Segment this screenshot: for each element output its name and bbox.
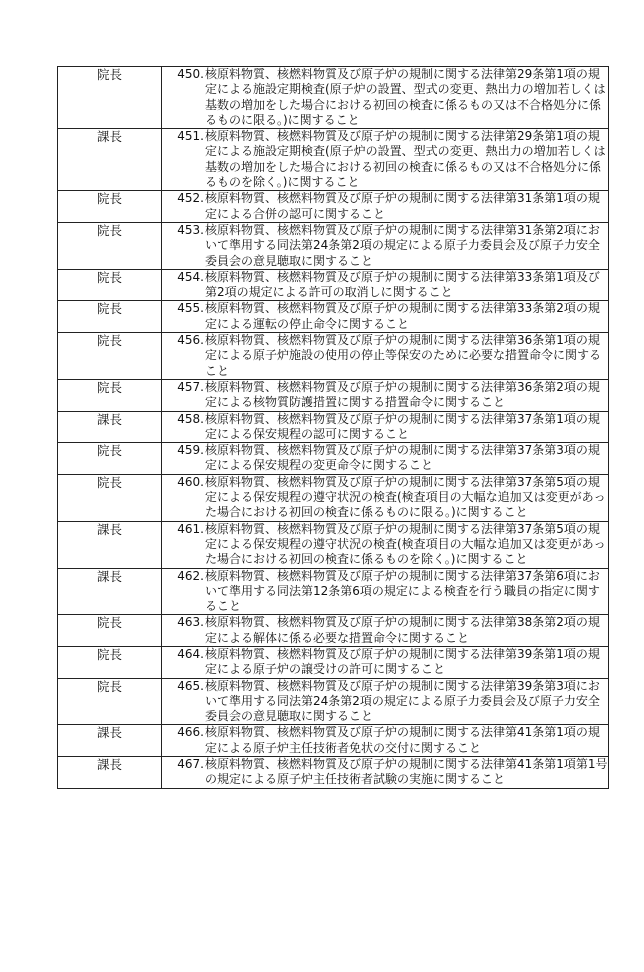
approver-cell: 院長 <box>58 191 162 223</box>
item-number: 452. <box>177 191 204 206</box>
table-row <box>58 725 609 757</box>
table-row <box>58 411 609 443</box>
approver-cell: 院長 <box>58 443 162 475</box>
item-cell <box>162 757 609 789</box>
item-text: 核原料物質、核燃料物質及び原子炉の規制に関する法律第37条第5項の規定による保安規程の遵守状況の検査(検査項目の大幅な追加又は変更があった場合における初回の検査に係るものを除く。)に関すること <box>205 521 606 567</box>
approver-cell: 課長 <box>58 725 162 757</box>
item-number: 450. <box>177 67 204 81</box>
item-cell <box>162 474 609 521</box>
approver-cell: 課長 <box>58 757 162 789</box>
approver-cell: 院長 <box>58 379 162 411</box>
item-text: 核原料物質、核燃料物質及び原子炉の規制に関する法律第38条第2項の規定による解体に係る必要な措置命令に関すること <box>205 615 600 645</box>
item-cell <box>162 411 609 443</box>
item-number: 460. <box>177 474 204 489</box>
item-text: 核原料物質、核燃料物質及び原子炉の規制に関する法律第36条第2項の規定による核物質防護措置に関する措置命令に関すること <box>205 379 600 410</box>
item-text: 核原料物質、核燃料物質及び原子炉の規制に関する法律第31条第1項の規定による合併の認可に関すること <box>205 191 600 221</box>
item-number: 454. <box>177 269 204 284</box>
item-text: 核原料物質、核燃料物質及び原子炉の規制に関する法律第31条第2項において準用する同法第24条第2項の規定による原子力委員会及び原子力安全委員会の意見聴取に関すること <box>205 222 600 268</box>
table-row <box>58 129 609 191</box>
table-row <box>58 678 609 725</box>
item-cell <box>162 269 609 301</box>
item-cell <box>162 191 609 223</box>
table-row <box>58 474 609 521</box>
item-cell <box>162 646 609 678</box>
table-row <box>58 757 609 789</box>
approver-cell: 院長 <box>58 301 162 333</box>
item-number: 459. <box>177 443 204 458</box>
item-cell <box>162 678 609 725</box>
item-text: 核原料物質、核燃料物質及び原子炉の規制に関する法律第37条第6項において準用する同法第12条第6項の規定による検査を行う職員の指定に関すること <box>205 568 600 614</box>
item-number: 465. <box>177 678 204 693</box>
item-number: 455. <box>177 301 204 316</box>
item-text: 核原料物質、核燃料物質及び原子炉の規制に関する法律第33条第2項の規定による運転の停止命令に関すること <box>205 301 600 331</box>
item-text: 核原料物質、核燃料物質及び原子炉の規制に関する法律第41条第1項第1号の規定による原子炉主任技術者試験の実施に関すること <box>205 757 608 787</box>
item-cell <box>162 379 609 411</box>
item-cell <box>162 222 609 269</box>
item-number: 462. <box>177 568 204 583</box>
table-row <box>58 301 609 333</box>
item-number: 456. <box>177 333 204 348</box>
item-text: 核原料物質、核燃料物質及び原子炉の規制に関する法律第36条第1項の規定による原子炉施設の使用の停止等保安のために必要な措置命令に関すること <box>205 333 602 378</box>
item-text: 核原料物質、核燃料物質及び原子炉の規制に関する法律第41条第1項の規定による原子炉主任技術者免状の交付に関すること <box>205 725 600 755</box>
approver-cell: 課長 <box>58 568 162 615</box>
table-row <box>58 443 609 475</box>
item-number: 461. <box>177 521 204 536</box>
approver-cell: 課長 <box>58 411 162 443</box>
table-row <box>58 521 609 568</box>
item-text: 核原料物質、核燃料物質及び原子炉の規制に関する法律第37条第1項の規定による保安規程の認可に関すること <box>205 411 600 441</box>
table-row <box>58 646 609 678</box>
item-cell <box>162 129 609 191</box>
approver-cell: 院長 <box>58 615 162 647</box>
approver-cell: 院長 <box>58 269 162 301</box>
item-text: 核原料物質、核燃料物質及び原子炉の規制に関する法律第39条第1項の規定による原子炉の譲受けの許可に関すること <box>205 646 600 677</box>
item-number: 464. <box>177 646 204 661</box>
table-row <box>58 333 609 380</box>
authority-table <box>57 66 609 789</box>
item-text: 核原料物質、核燃料物質及び原子炉の規制に関する法律第39条第3項において準用する同法第24条第2項の規定による原子力委員会及び原子力安全委員会の意見聴取に関すること <box>205 678 600 724</box>
approver-cell: 院長 <box>58 67 162 129</box>
table-row <box>58 568 609 615</box>
item-text: 核原料物質、核燃料物質及び原子炉の規制に関する法律第29条第1項の規定による施設定期検査(原子炉の設置、型式の変更、熱出力の増加若しくは基数の増加をした場合における初回の検査に係るもの又は不合格処分に係るものを除く。)に関すること <box>205 129 606 190</box>
item-cell <box>162 67 609 129</box>
table-row <box>58 269 609 301</box>
approver-cell: 院長 <box>58 333 162 380</box>
item-number: 467. <box>177 757 204 772</box>
item-text: 核原料物質、核燃料物質及び原子炉の規制に関する法律第37条第3項の規定による保安規程の変更命令に関すること <box>205 443 600 473</box>
item-number: 451. <box>177 129 204 144</box>
approver-cell: 院長 <box>58 678 162 725</box>
approver-cell: 院長 <box>58 222 162 269</box>
item-cell <box>162 443 609 475</box>
item-number: 463. <box>177 615 204 630</box>
approver-cell: 院長 <box>58 646 162 678</box>
item-cell <box>162 301 609 333</box>
table-row <box>58 222 609 269</box>
item-number: 458. <box>177 411 204 426</box>
item-cell <box>162 333 609 380</box>
table-row <box>58 191 609 223</box>
approver-cell: 院長 <box>58 474 162 521</box>
item-cell <box>162 521 609 568</box>
item-number: 466. <box>177 725 204 740</box>
table-row <box>58 615 609 647</box>
approver-cell: 課長 <box>58 129 162 191</box>
item-number: 453. <box>177 222 204 237</box>
table-row <box>58 379 609 411</box>
item-text: 核原料物質、核燃料物質及び原子炉の規制に関する法律第37条第5項の規定による保安規程の遵守状況の検査(検査項目の大幅な追加又は変更があった場合における初回の検査に係るものに限る。)に関すること <box>205 474 606 520</box>
item-text: 核原料物質、核燃料物質及び原子炉の規制に関する法律第33条第1項及び第2項の規定による許可の取消しに関すること <box>205 269 600 300</box>
item-cell <box>162 725 609 757</box>
item-cell <box>162 568 609 615</box>
authority-table-body <box>58 67 609 789</box>
approver-cell: 課長 <box>58 521 162 568</box>
item-text: 核原料物質、核燃料物質及び原子炉の規制に関する法律第29条第1項の規定による施設定期検査(原子炉の設置、型式の変更、熱出力の増加若しくは基数の増加をした場合における初回の検査に係るもの又は不合格処分に係るものに限る。)に関すること <box>205 67 606 127</box>
table-row <box>58 67 609 129</box>
item-number: 457. <box>177 379 204 394</box>
item-cell <box>162 615 609 647</box>
